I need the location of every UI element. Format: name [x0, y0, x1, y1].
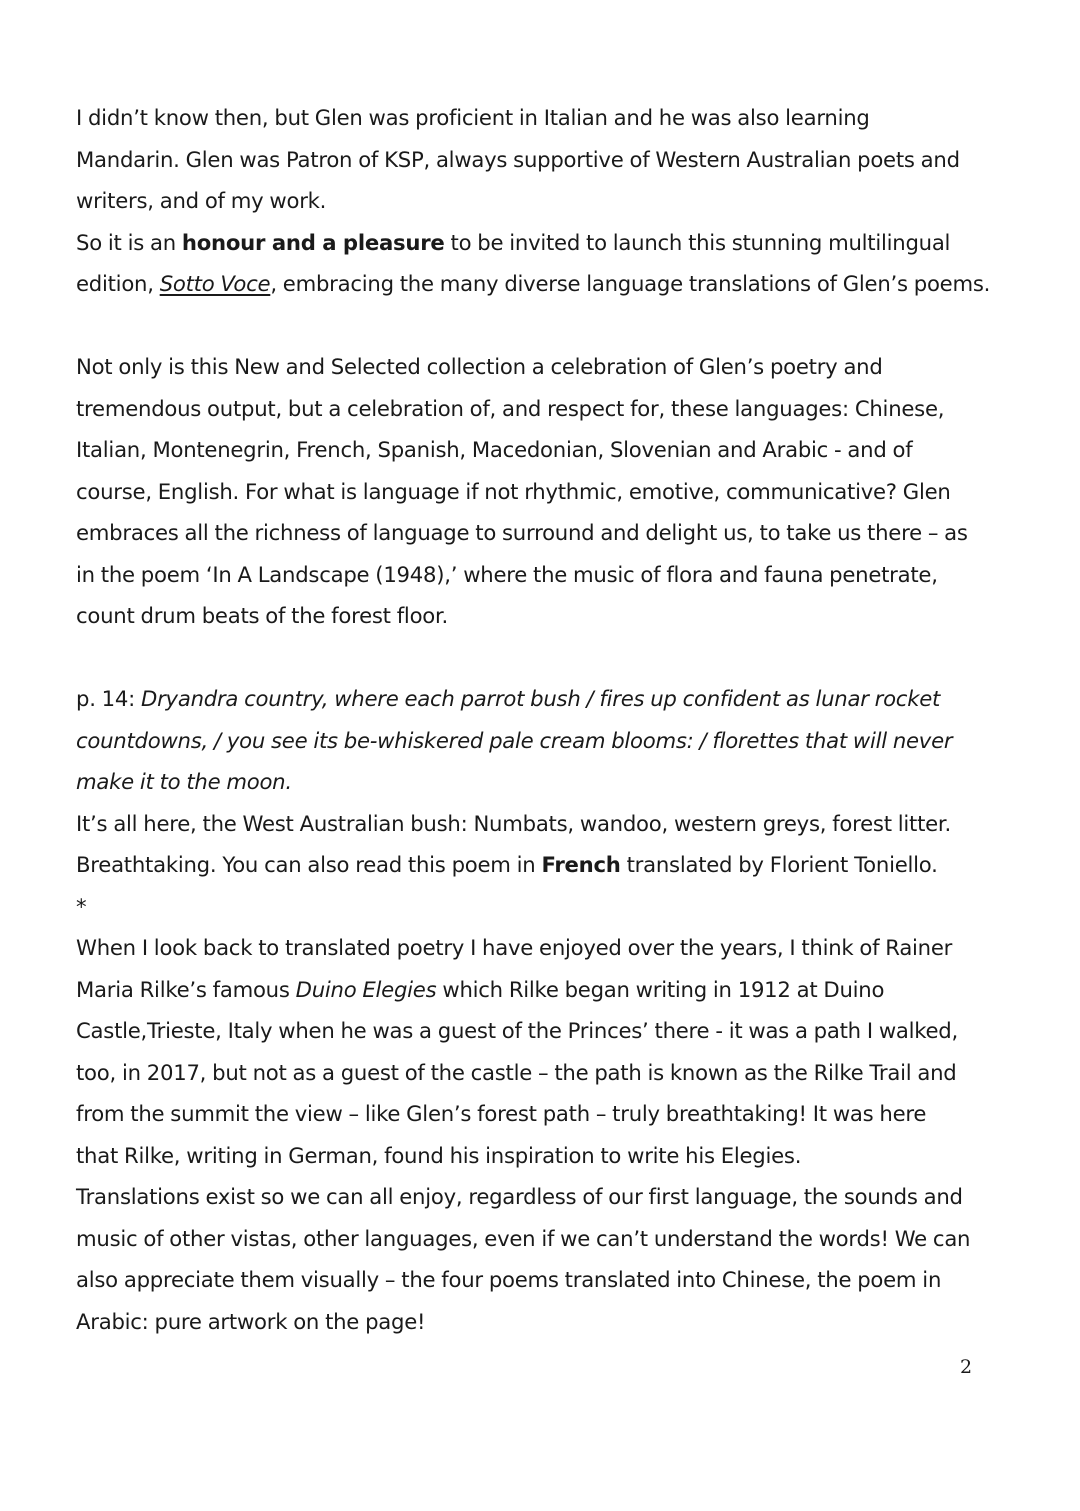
page-reference: p. 14:	[76, 686, 142, 711]
poem-quote: Dryandra country, where each parrot bush / fires up confident as lunar rocket	[141, 686, 941, 711]
text-line: When I look back to translated poetry I have enjoyed over the years, I think of Rainer	[76, 935, 953, 960]
text-line	[76, 222, 1006, 264]
paragraph-glen-intro	[76, 97, 1006, 305]
paragraph-quote	[76, 678, 1006, 927]
poem-quote-line: countdowns, / you see its be-whiskered pale cream blooms: / florettes that will never	[76, 727, 953, 753]
document-body	[76, 97, 1006, 1342]
bold-text: French	[541, 852, 621, 877]
text-line: that Rilke, writing in German, found his inspiration to write his Elegies.	[76, 1142, 802, 1168]
text-line: Italian, Montenegrin, French, Spanish, Macedonian, Slovenian and Arabic - and of	[76, 437, 913, 462]
text-line: count drum beats of the forest floor.	[76, 603, 448, 628]
text-line: Translations exist so we can all enjoy, regardless of our first language, the sounds and	[76, 1184, 963, 1209]
text-run: , embracing the many diverse language translations of Glen’s poems.	[270, 271, 991, 296]
text-line: Not only is this New and Selected collection a celebration of Glen’s poetry and	[76, 354, 883, 379]
text-line: Mandarin. Glen was Patron of KSP, always supportive of Western Australian poets and	[76, 146, 960, 172]
text-line: course, English. For what is language if not rhythmic, emotive, communicative? Glen	[76, 478, 951, 504]
book-title: Duino Elegies	[295, 976, 437, 1002]
text-line: also appreciate them visually – the four poems translated into Chinese, the poem in	[76, 1267, 942, 1292]
text-line: I didn’t know then, but Glen was proficient in Italian and he was also learning	[76, 105, 870, 130]
book-title: Sotto Voce	[159, 271, 271, 296]
text-line	[76, 969, 1006, 1011]
text-run: translated by Florient Toniello.	[620, 852, 938, 877]
bold-text: honour and a pleasure	[181, 229, 445, 255]
text-run: edition,	[76, 271, 160, 296]
paragraph-languages	[76, 346, 1006, 637]
text-line	[76, 263, 1006, 305]
paragraph-gap	[76, 305, 1006, 347]
section-separator: *	[76, 893, 87, 919]
text-line	[76, 844, 1006, 886]
text-line: embraces all the richness of language to surround and delight us, to take us there – as	[76, 520, 968, 545]
text-line: music of other vistas, other languages, even if we can’t understand the words! We can	[76, 1225, 971, 1251]
text-run: Breathtaking. You can also read this poem in	[76, 852, 542, 877]
text-run: So it is an	[76, 229, 182, 255]
text-line	[76, 678, 1006, 720]
text-run: Maria Rilke’s famous	[76, 976, 296, 1002]
text-line: Castle,Trieste, Italy when he was a guest of the Princes’ there - it was a path I walked,	[76, 1018, 958, 1043]
text-line: tremendous output, but a celebration of, and respect for, these languages: Chinese,	[76, 395, 945, 421]
text-run: which Rilke began writing in 1912 at Duino	[436, 976, 885, 1002]
poem-quote-line: make it to the moon.	[76, 769, 292, 794]
text-line: from the summit the view – like Glen’s forest path – truly breathtaking! It was here	[76, 1101, 927, 1126]
text-line: Arabic: pure artwork on the page!	[76, 1308, 426, 1334]
page-number: 2	[960, 1356, 973, 1378]
text-line: writers, and of my work.	[76, 188, 327, 213]
text-run: to be invited to launch this stunning multilingual	[444, 229, 951, 255]
text-line: too, in 2017, but not as a guest of the castle – the path is known as the Rilke Trail and	[76, 1059, 957, 1085]
paragraph-rilke	[76, 927, 1006, 1342]
text-line: It’s all here, the West Australian bush: Numbats, wandoo, western greys, forest litter.	[76, 810, 951, 836]
text-line: in the poem ‘In A Landscape (1948),’ where the music of flora and fauna penetrate,	[76, 561, 938, 587]
paragraph-gap	[76, 637, 1006, 679]
